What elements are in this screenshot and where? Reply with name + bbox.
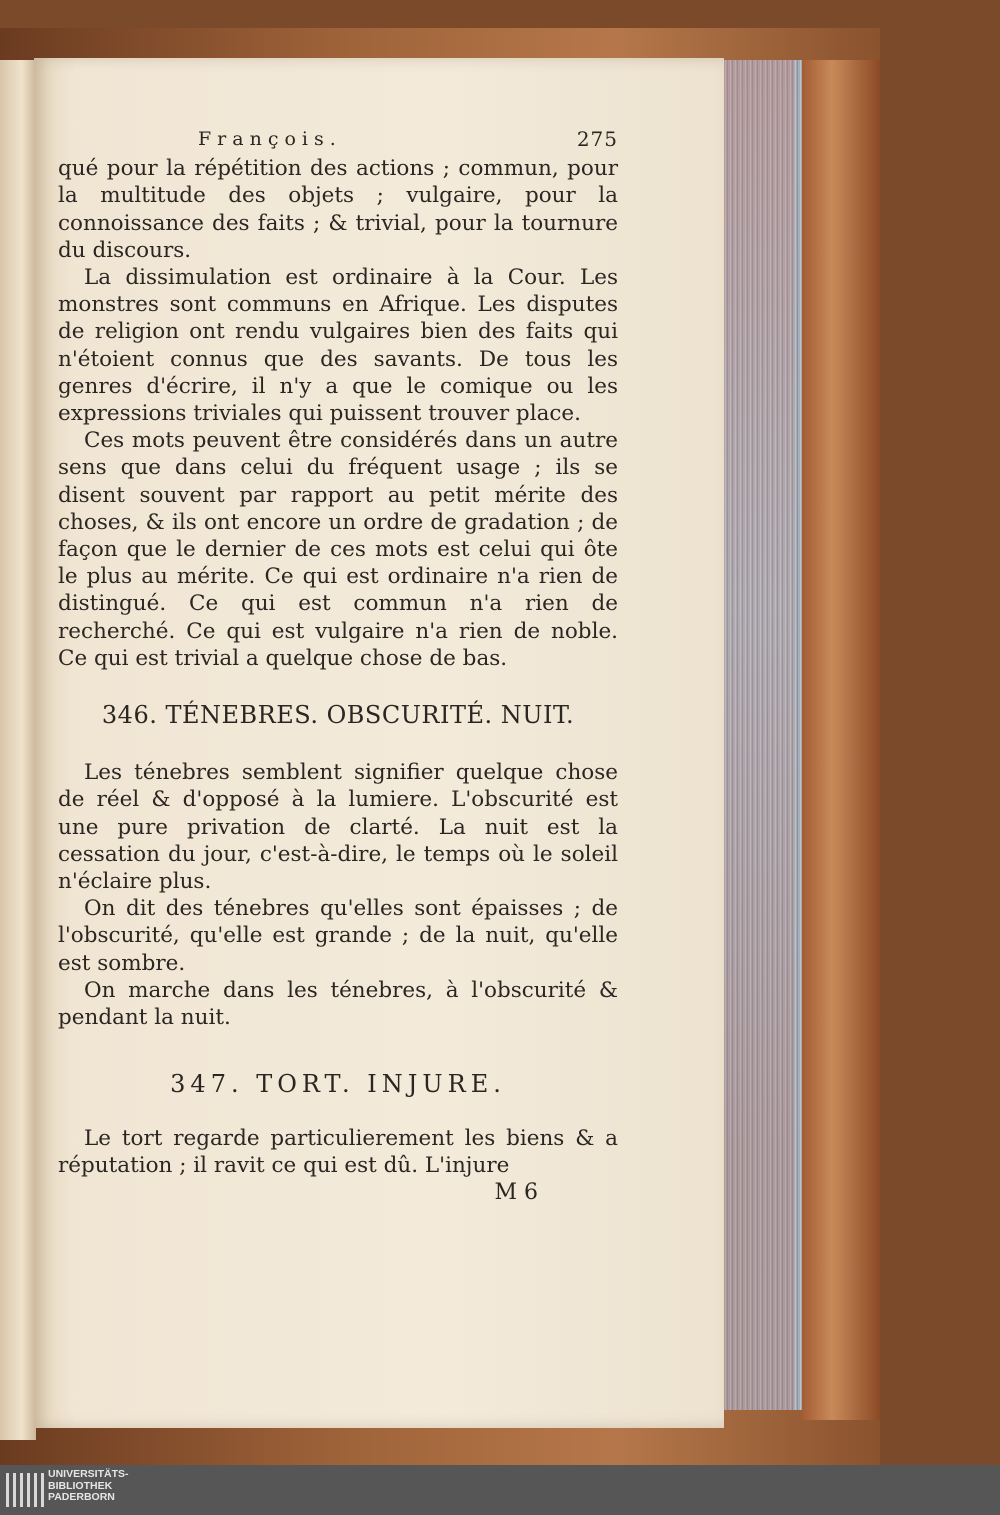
section-heading-346: 346. TÉNEBRES. OBSCURITÉ. NUIT. (101, 701, 575, 730)
library-footer (0, 1465, 1000, 1515)
running-head (198, 126, 618, 153)
page-text (58, 126, 618, 1206)
library-name: UNIVERSITÄTS- BIBLIOTHEK PADERBORN (48, 1468, 129, 1503)
paragraph: qué pour la répétition des actions ; commun, pour la multitude des objets ; vulgaire, pour la connoissance des faits ; & trivial, pour la tournure du discours. (58, 156, 618, 263)
section-heading-347: 347. TORT. INJURE. (170, 1070, 506, 1099)
paragraph: Le tort regarde particulierement les biens & a réputation ; il ravit ce qui est dû. L'injure (58, 1125, 618, 1178)
facing-page-edge (0, 60, 36, 1440)
page-edges (714, 60, 802, 1410)
cover-edge (800, 60, 880, 1420)
paragraph: On marche dans les ténebres, à l'obscurité & pendant la nuit. (58, 977, 618, 1031)
paragraph: Les ténebres semblent signifier quelque chose de réel & d'opposé à la lumiere. L'obscurité est une pure privation de clarté. La nuit est la cessation du jour, c'est-à-dire, le temps où le soleil n'éclaire plus. (58, 760, 618, 895)
library-logo-icon (6, 1473, 44, 1507)
signature-mark: M 6 (494, 1179, 538, 1205)
paragraph: La dissimulation est ordinaire à la Cour. Les monstres sont communs en Afrique. Les disputes de religion ont rendu vulgaires bien des faits qui n'étoient connus que des savants. De tous les genres d'écrire, il n'y a que le comique ou les expressions triviales qui puissent trouver place. (58, 265, 618, 427)
page-number: 275 (576, 127, 618, 151)
running-head-title: François. (198, 128, 342, 150)
paragraph: On dit des ténebres qu'elles sont épaisses ; de l'obscurité, qu'elle est grande ; de la nuit, qu'elle est sombre. (58, 896, 618, 976)
paragraph: Ces mots peuvent être considérés dans un autre sens que dans celui du fréquent usage ; ils se disent souvent par rapport au petit mérite des choses, & ils ont encore un ordre de gradation ; de façon que le dernier de ces mots est celui qui ôte le plus au mérite. Ce qui est ordinaire n'a rien de distingué. Ce qui est commun n'a rien de recherché. Ce qui est vulgaire n'a rien de noble. Ce qui est trivial a quelque chose de bas. (58, 428, 618, 671)
